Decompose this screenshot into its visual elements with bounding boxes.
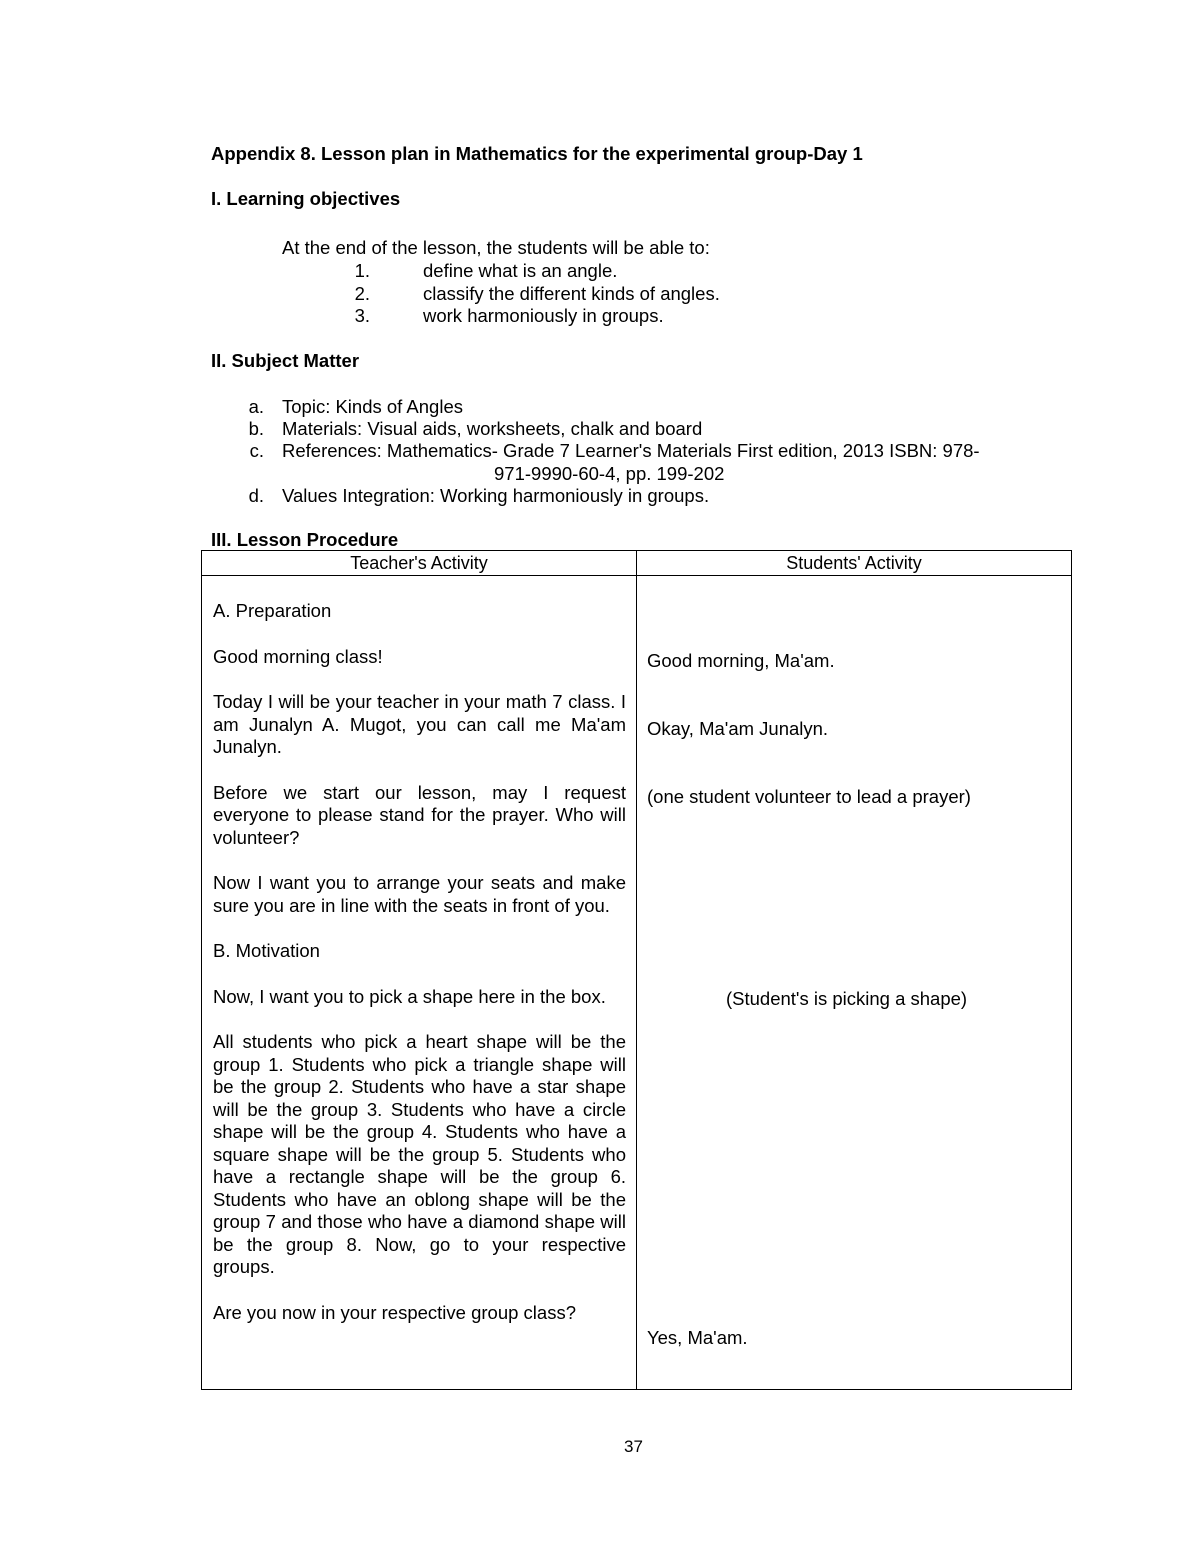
procedure-heading: III. Lesson Procedure [211,529,399,550]
procedure-table [201,550,1072,1390]
section-preparation: A. Preparation [213,600,332,621]
subject-item-letter: a. [248,396,264,417]
subject-matter-heading: II. Subject Matter [211,350,360,371]
procedure-body-row [202,576,1072,1390]
subject-item-letter: c. [249,440,264,461]
subject-item-letter: b. [248,418,264,439]
subject-item-topic: Topic: Kinds of Angles [282,396,463,417]
page-number: 37 [624,1437,643,1456]
teacher-line: Good morning class! [213,645,383,667]
subject-item-letter: d. [248,485,264,506]
objective-text: classify the different kinds of angles. [423,283,720,304]
objective-number: 1. [354,260,370,281]
teacher-line: All students who pick a heart shape will be the group 1. Students who pick a triangle shape will be the group 2. Students who have a star shape will be the group 3. Students who have a circle shape will be the group 4. Students who have a square shape will be the group 5. Students who have a rectangle shape will be the group 6. Students who have an oblong shape will be the group 7 and those who have a diamond shape will be the group 8. Now, go to your respective groups. [213,1031,626,1277]
teacher-line: Now, I want you to pick a shape here in the box. [213,985,606,1007]
teacher-line: Before we start our lesson, may I request everyone to please stand for the prayer. Who will volunteer? [213,781,626,848]
objective-text: define what is an angle. [423,260,618,281]
objective-number: 3. [354,305,370,326]
subject-item-references: References: Mathematics- Grade 7 Learner's Materials First edition, 2013 ISBN: 978- [282,440,980,461]
teacher-line: Today I will be your teacher in your math 7 class. I am Junalyn A. Mugot, you can call me Ma'am Junalyn. [213,691,626,757]
student-line: Yes, Ma'am. [647,1327,748,1348]
objectives-heading: I. Learning objectives [211,188,401,209]
students-activity-cell [637,576,1072,1390]
objectives-intro: At the end of the lesson, the students will be able to: [282,237,710,258]
students-activity-header: Students' Activity [637,551,1072,576]
objective-text: work harmoniously in groups. [423,305,664,326]
teacher-line: Now I want you to arrange your seats and make sure you are in line with the seats in front of you. [213,872,626,916]
student-line: (one student volunteer to lead a prayer) [647,786,971,807]
student-line: Okay, Ma'am Junalyn. [647,718,829,739]
teacher-activity-cell [202,576,637,1390]
objective-number: 2. [354,283,370,304]
student-line: Good morning, Ma'am. [647,650,835,671]
section-motivation: B. Motivation [213,940,320,961]
teacher-activity-header: Teacher's Activity [202,551,637,576]
student-line: (Student's is picking a shape) [726,988,968,1009]
page-title: Appendix 8. Lesson plan in Mathematics for the experimental group-Day 1 [211,143,863,164]
teacher-line: Are you now in your respective group class? [213,1301,576,1323]
subject-item-values: Values Integration: Working harmoniously in groups. [282,485,710,506]
subject-item-materials: Materials: Visual aids, worksheets, chalk and board [282,418,703,439]
subject-item-references-continued: 971-9990-60-4, pp. 199-202 [494,463,725,484]
procedure-header-row [202,551,1072,576]
